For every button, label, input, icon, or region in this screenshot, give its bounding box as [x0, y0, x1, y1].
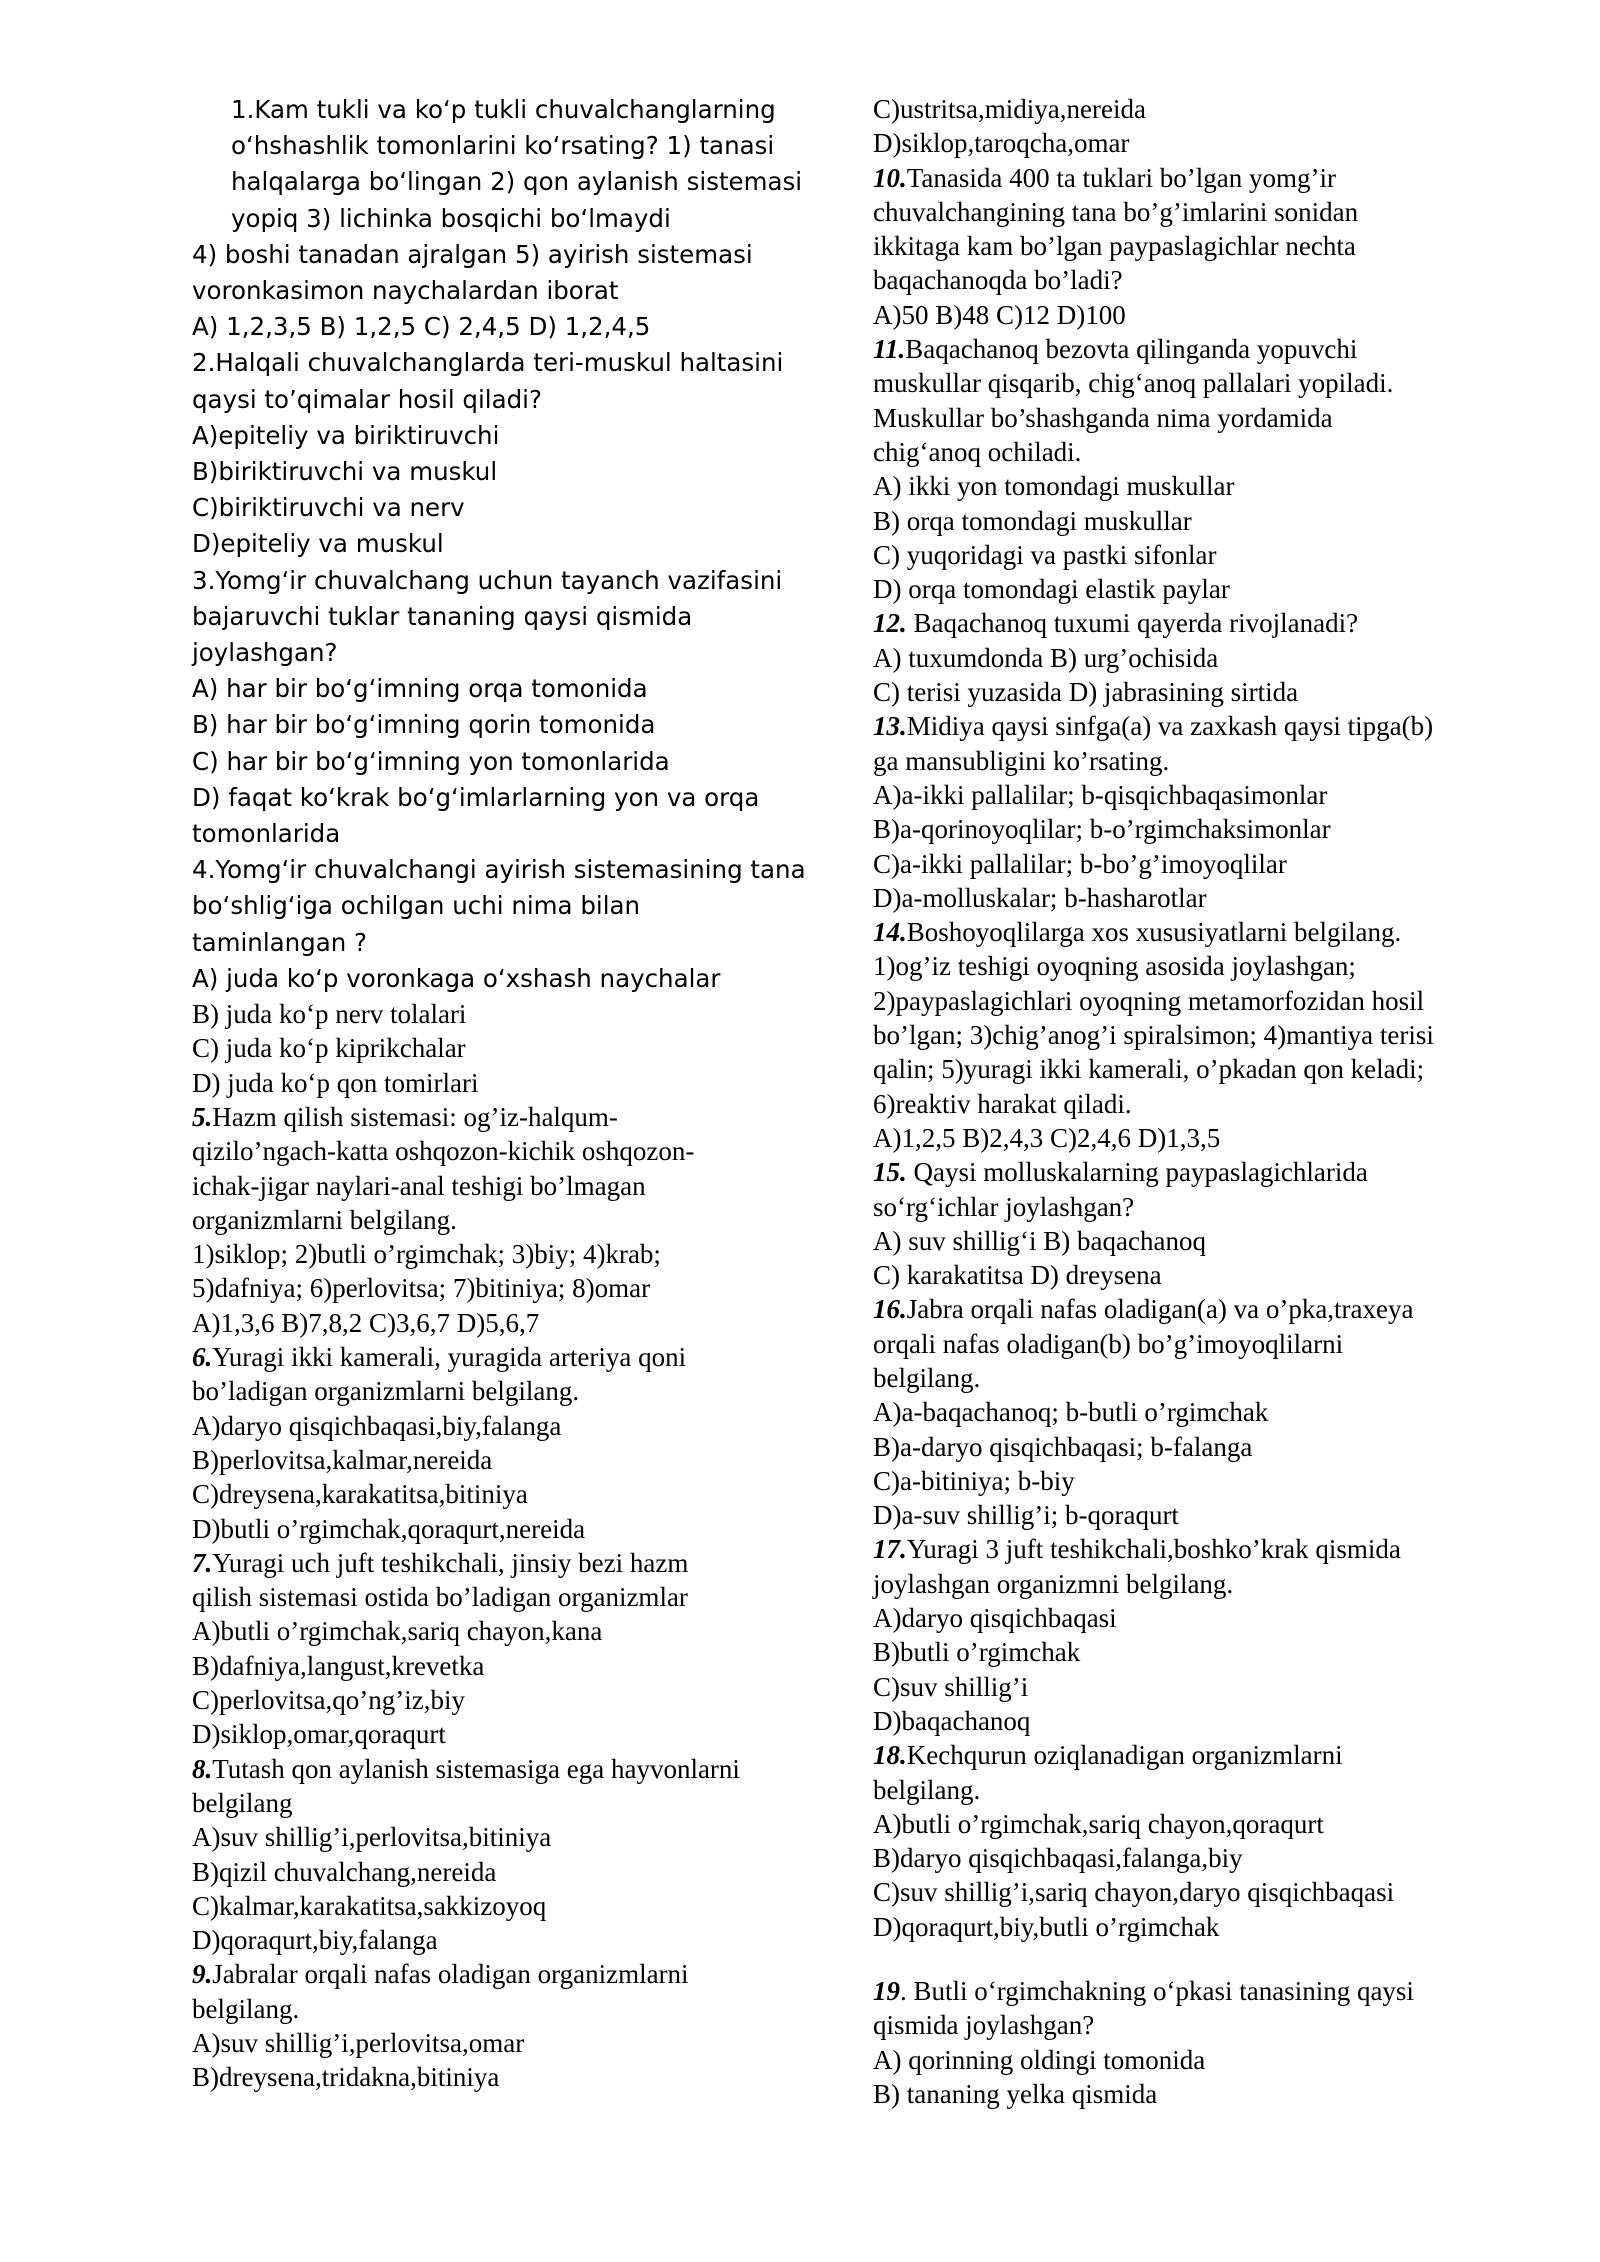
answer-option: C)a-ikki pallalilar; b-bo’g’imoyoqlilar	[873, 848, 1287, 879]
answer-option: A)daryo qisqichbaqasi,biy,falanga	[192, 1410, 562, 1441]
question-text: belgilang	[192, 1787, 293, 1818]
question-text: belgilang.	[873, 1774, 981, 1805]
question-text: Hazm qilish sistemasi: og’iz-halqum-	[212, 1101, 618, 1132]
answer-option: C)suv shillig’i	[873, 1671, 1029, 1702]
question-3	[192, 563, 824, 853]
question-1	[192, 92, 824, 345]
answer-option: B)dreysena,tridakna,bitiniya	[192, 2062, 500, 2093]
question-text: voronkasimon naychalardan iborat	[192, 276, 619, 306]
question-19	[873, 1974, 1513, 2111]
answer-options: A)50 B)48 C)12 D)100	[873, 299, 1126, 330]
answer-option: C)kalmar,karakatitsa,sakkizoyoq	[192, 1890, 547, 1921]
question-14	[873, 915, 1513, 1155]
question-text: Jabralar orqali nafas oladigan organizmlarni	[212, 1959, 689, 1990]
question-text: qalin; 5)yuragi ikki kamerali, o’pkadan qon keladi;	[873, 1054, 1425, 1085]
answer-option: D) orqa tomondagi elastik paylar	[873, 574, 1230, 605]
answer-option: B)qizil chuvalchang,nereida	[192, 1856, 497, 1887]
answer-option: B) tananing yelka qismida	[873, 2078, 1158, 2109]
question-text: Baqachanoq tuxumi qayerda rivojlanadi?	[906, 608, 1359, 639]
answer-option: D)butli o’rgimchak,qoraqurt,nereida	[192, 1513, 586, 1544]
question-number: 6.	[192, 1342, 213, 1373]
question-number: 17.	[873, 1534, 907, 1565]
question-text: ikkitaga kam bo’lgan paypaslagichlar nechta	[873, 231, 1356, 262]
question-8	[192, 1752, 824, 1958]
question-number: 8.	[192, 1753, 213, 1784]
question-text: 2)paypaslagichlari oyoqning metamorfozidan hosil	[873, 985, 1425, 1016]
answer-option: A)suv shillig’i,perlovitsa,omar	[192, 2027, 525, 2058]
question-text: 1.Kam tukli va ko‘p tukli chuvalchanglarning	[231, 95, 776, 124]
question-number: 7.	[192, 1547, 213, 1578]
question-text: qaysi to’qimalar hosil qiladi?	[192, 384, 542, 414]
answer-option: D)qoraqurt,biy,butli o’rgimchak	[873, 1911, 1220, 1942]
answer-options: A) 1,2,3,5 B) 1,2,5 C) 2,4,5 D) 1,2,4,5	[192, 312, 651, 342]
answer-options: A) tuxumdonda B) urg’ochisida	[873, 642, 1219, 673]
question-number: 14.	[873, 917, 907, 948]
question-18	[873, 1738, 1513, 1944]
answer-option: A)a-ikki pallalilar; b-qisqichbaqasimonlar	[873, 779, 1328, 810]
question-text: Midiya qaysi sinfga(a) va zaxkash qaysi tipga(b)	[906, 711, 1434, 742]
question-text: joylashgan?	[192, 638, 338, 668]
question-text: Kechqurun oziqlanadigan organizmlarni	[906, 1740, 1343, 1771]
question-text: Qaysi molluskalarning paypaslagichlarida	[906, 1157, 1368, 1188]
answer-option: C)suv shillig’i,sariq chayon,daryo qisqichbaqasi	[873, 1877, 1395, 1908]
question-text: 1)og’iz teshigi oyoqning asosida joylashgan;	[873, 951, 1356, 982]
question-10	[873, 161, 1513, 332]
answer-option: B) orqa tomondagi muskullar	[873, 505, 1192, 536]
answer-option: C) yuqoridagi va pastki sifonlar	[873, 539, 1217, 570]
question-text: joylashgan organizmni belgilang.	[873, 1568, 1234, 1599]
question-text: ichak-jigar naylari-anal teshigi bo’lmagan	[192, 1170, 646, 1201]
question-text: bo’lgan; 3)chig’anog’i spiralsimon; 4)mantiya terisi	[873, 1020, 1434, 1051]
question-12	[873, 606, 1513, 709]
answer-option: A) ikki yon tomondagi muskullar	[873, 471, 1235, 502]
question-text: bo’ladigan organizmlarni belgilang.	[192, 1376, 580, 1407]
question-text: organizmlarni belgilang.	[192, 1204, 457, 1235]
question-5	[192, 1100, 824, 1340]
question-text: 4) boshi tanadan ajralgan 5) ayirish sistemasi	[192, 239, 753, 269]
question-6	[192, 1340, 824, 1546]
answer-options: C) terisi yuzasida D) jabrasining sirtida	[873, 677, 1299, 708]
answer-option: B)butli o’rgimchak	[873, 1637, 1081, 1668]
answer-option: D) juda ko‘p qon tomirlari	[192, 1067, 479, 1098]
question-11	[873, 332, 1513, 606]
answer-option: B) har bir bo‘g‘imning qorin tomonida	[192, 710, 656, 740]
question-text: taminlangan ?	[192, 927, 368, 957]
question-7	[192, 1546, 824, 1752]
question-text: Baqachanoq bezovta qilinganda yopuvchi	[905, 334, 1358, 365]
answer-option: A) har bir bo‘g‘imning orqa tomonida	[192, 674, 648, 704]
question-text: chig‘anoq ochiladi.	[873, 436, 1082, 467]
question-text: 1)siklop; 2)butli o’rgimchak; 3)biy; 4)krab;	[192, 1239, 661, 1270]
question-text: belgilang.	[192, 1993, 300, 2024]
question-text: baqachanoqda bo’ladi?	[873, 265, 1123, 296]
question-4	[192, 852, 824, 1100]
question-text: bo‘shlig‘iga ochilgan uchi nima bilan	[192, 891, 641, 921]
question-number: 13.	[873, 711, 907, 742]
answer-option: C)dreysena,karakatitsa,bitiniya	[192, 1479, 528, 1510]
question-text: ga mansubligini ko’rsating.	[873, 745, 1170, 776]
question-text: muskullar qisqarib, chig‘anoq pallalari yopiladi.	[873, 368, 1394, 399]
answer-option: A)butli o’rgimchak,sariq chayon,kana	[192, 1616, 603, 1647]
answer-option: B)a-qorinoyoqlilar; b-o’rgimchaksimonlar	[873, 814, 1331, 845]
question-16	[873, 1292, 1513, 1532]
question-text: Jabra orqali nafas oladigan(a) va o’pka,traxeya	[906, 1294, 1414, 1325]
answer-option: tomonlarida	[192, 819, 341, 849]
answer-options: A)1,3,6 B)7,8,2 C)3,6,7 D)5,6,7	[192, 1307, 540, 1338]
question-text: Boshoyoqlilarga xos xususiyatlarni belgilang.	[906, 917, 1402, 948]
question-text: Tanasida 400 ta tuklari bo’lgan yomg’ir	[906, 162, 1336, 193]
question-9	[192, 1957, 824, 2094]
question-text: 6)reaktiv harakat qiladi.	[873, 1088, 1132, 1119]
answer-option: C)biriktiruvchi va nerv	[192, 493, 465, 523]
question-text: qizilo’ngach-katta oshqozon-kichik oshqozon-	[192, 1136, 695, 1167]
question-text: belgilang.	[873, 1362, 981, 1393]
answer-option: B) juda ko‘p nerv tolalari	[192, 999, 467, 1030]
question-number: 15.	[873, 1157, 907, 1188]
question-text: 5)dafniya; 6)perlovitsa; 7)bitiniya; 8)omar	[192, 1273, 651, 1304]
left-column	[192, 92, 824, 2095]
answer-option: C)ustritsa,midiya,nereida	[873, 94, 1146, 124]
answer-option: D)a-suv shillig’i; b-qoraqurt	[873, 1500, 1179, 1531]
answer-option: A) qorinning oldingi tomonida	[873, 2044, 1206, 2075]
answer-options: A)1,2,5 B)2,4,3 C)2,4,6 D)1,3,5	[873, 1122, 1221, 1153]
question-text: bajaruvchi tuklar tananing qaysi qismida	[192, 601, 693, 631]
answer-option: B)dafniya,langust,krevetka	[192, 1650, 485, 1681]
question-text: Tutash qon aylanish sistemasiga ega hayvonlarni	[212, 1753, 740, 1784]
question-number: 12.	[873, 608, 907, 639]
answer-option: D)qoraqurt,biy,falanga	[192, 1925, 438, 1956]
answer-option: C) juda ko‘p kiprikchalar	[192, 1033, 466, 1064]
question-text: qilish sistemasi ostida bo’ladigan organizmlar	[192, 1582, 688, 1613]
question-text: orqali nafas oladigan(b) bo’g’imoyoqlilarni	[873, 1328, 1344, 1359]
answer-option: C)a-bitiniya; b-biy	[873, 1465, 1075, 1496]
answer-option: A) juda ko‘p voronkaga o‘xshash naychalar	[192, 963, 721, 993]
answer-options: C) karakatitsa D) dreysena	[873, 1260, 1162, 1291]
question-text: yopiq 3) lichinka bosqichi bo‘lmaydi	[231, 203, 671, 233]
question-text: o‘hshashlik tomonlarini ko‘rsating? 1) tanasi	[231, 131, 775, 161]
question-number: 11.	[873, 334, 906, 365]
answer-option: B)perlovitsa,kalmar,nereida	[192, 1444, 493, 1475]
answer-option: D)a-molluskalar; b-hasharotlar	[873, 882, 1207, 913]
question-text: Muskullar bo’shashganda nima yordamida	[873, 402, 1333, 433]
question-2	[192, 345, 824, 562]
question-text: 2.Halqali chuvalchanglarda teri-muskul haltasini	[192, 348, 784, 378]
right-column	[873, 92, 1513, 2111]
question-number: 10.	[873, 162, 907, 193]
question-number: 5.	[192, 1101, 213, 1132]
question-text: Yuragi uch juft teshikchali, jinsiy bezi hazm	[212, 1547, 689, 1578]
question-text: 4.Yomg‘ir chuvalchangi ayirish sistemasining tana	[192, 855, 806, 885]
question-15	[873, 1155, 1513, 1292]
answer-options: A) suv shillig‘i B) baqachanoq	[873, 1225, 1206, 1256]
answer-option: D)siklop,omar,qoraqurt	[192, 1719, 446, 1750]
answer-option: D)siklop,taroqcha,omar	[873, 128, 1130, 159]
question-text: qismida joylashgan?	[873, 2010, 1095, 2041]
question-text: Yuragi ikki kamerali, yuragida arteriya qoni	[212, 1342, 687, 1373]
answer-option: A)epiteliy va biriktiruvchi	[192, 420, 500, 450]
question-text: Yuragi 3 juft teshikchali,boshko’krak qismida	[906, 1534, 1401, 1565]
question-text: . Butli o‘rgimchakning o‘pkasi tanasining qaysi	[900, 1976, 1414, 2007]
question-number: 19	[873, 1976, 900, 2007]
answer-option: A)a-baqachanoq; b-butli o’rgimchak	[873, 1397, 1269, 1428]
answer-option: A)suv shillig’i,perlovitsa,bitiniya	[192, 1822, 552, 1853]
answer-option: D) faqat ko‘krak bo‘g‘imlarlarning yon va orqa	[192, 782, 760, 812]
answer-option: C)perlovitsa,qo’ng’iz,biy	[192, 1685, 465, 1716]
spacer	[873, 1944, 1513, 1974]
question-number: 9.	[192, 1959, 213, 1990]
answer-option: C) har bir bo‘g‘imning yon tomonlarida	[192, 746, 670, 776]
answer-option: B)a-daryo qisqichbaqasi; b-falanga	[873, 1431, 1253, 1462]
question-number: 16.	[873, 1294, 907, 1325]
question-17	[873, 1532, 1513, 1738]
question-13	[873, 709, 1513, 915]
answer-option: D)epiteliy va muskul	[192, 529, 444, 559]
question-text: 3.Yomg‘ir chuvalchang uchun tayanch vazifasini	[192, 565, 783, 595]
answer-option: B)biriktiruvchi va muskul	[192, 457, 498, 487]
answer-option: A)daryo qisqichbaqasi	[873, 1603, 1117, 1634]
answer-option: D)baqachanoq	[873, 1705, 1031, 1736]
answer-option: A)butli o’rgimchak,sariq chayon,qoraqurt	[873, 1808, 1324, 1839]
question-text: chuvalchangining tana bo’g’imlarini sonidan	[873, 196, 1359, 227]
answer-option: B)daryo qisqichbaqasi,falanga,biy	[873, 1843, 1243, 1874]
question-text: so‘rg‘ichlar joylashgan?	[873, 1191, 1135, 1222]
question-number: 18.	[873, 1740, 907, 1771]
question-text: halqalarga bo‘lingan 2) qon aylanish sistemasi	[231, 167, 803, 197]
